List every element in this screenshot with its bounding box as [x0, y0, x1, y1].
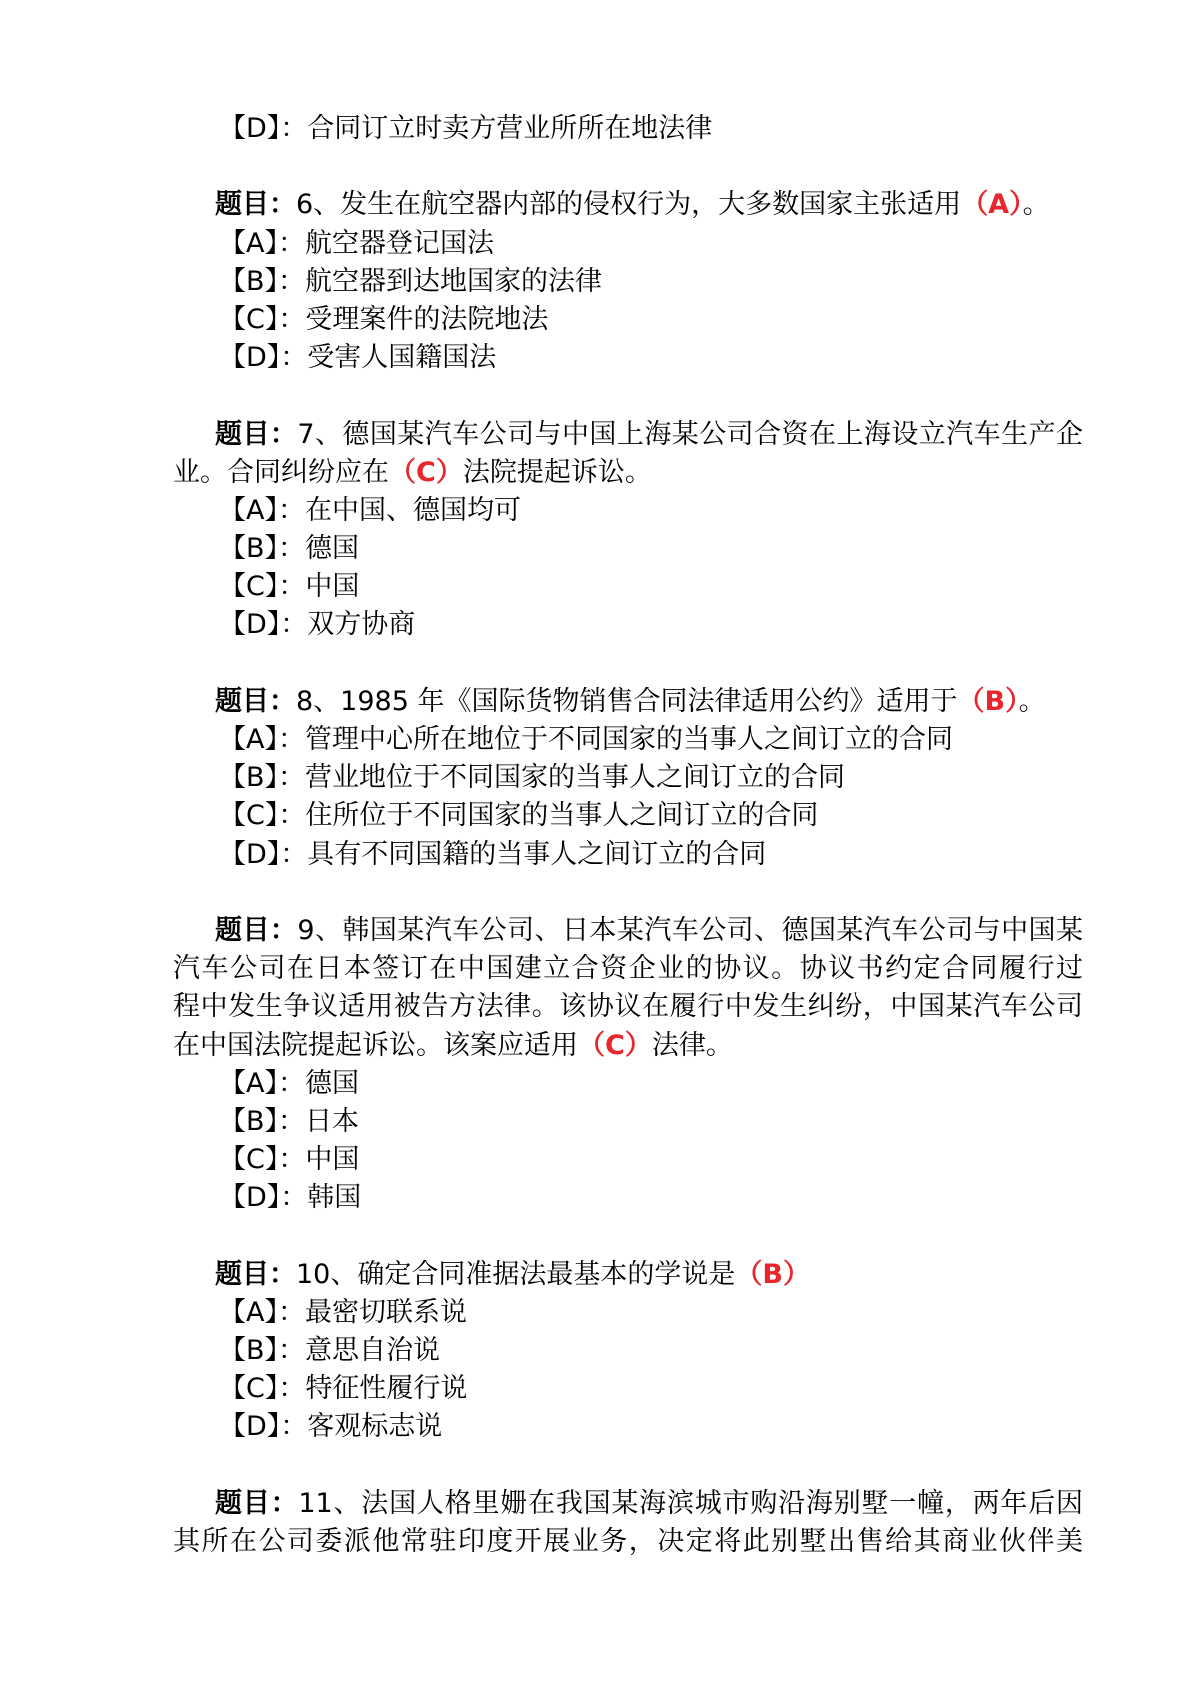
option-text: 住所位于不同国家的当事人之间订立的合同 [305, 800, 819, 832]
option-separator: ： [278, 1144, 306, 1176]
option-separator: ： [278, 800, 306, 832]
question-stem-continuation [173, 1523, 1083, 1561]
question-text: 6、发生在航空器内部的侵权行为，大多数国家主张适用 [296, 189, 962, 221]
option-key: 【D】 [219, 609, 281, 641]
option-line [173, 797, 1083, 835]
option-line [173, 339, 1083, 377]
option-text: 合同订立时卖方营业所所在地法律 [307, 113, 713, 144]
option-text: 客观标志说 [307, 1411, 443, 1443]
option-line [173, 301, 1083, 339]
option-text: 受害人国籍国法 [307, 342, 497, 374]
question-text: 程中发生争议适用被告方法律。该协议在履行中发生纠纷，中国某汽车公司 [173, 991, 1083, 1023]
option-line [173, 263, 1083, 301]
option-separator: ： [278, 265, 306, 297]
option-separator: ： [278, 762, 306, 794]
option-key: 【D】 [219, 1411, 281, 1443]
answer-marker: （A） [961, 189, 1023, 221]
option-text: 意思自治说 [305, 1335, 441, 1366]
option-key: 【C】 [219, 1373, 279, 1405]
option-key: 【A】 [219, 494, 278, 526]
blank-line [173, 377, 1083, 415]
option-text: 双方协商 [307, 609, 416, 641]
option-line [173, 721, 1083, 759]
option-line [173, 1065, 1083, 1103]
option-separator: ： [277, 1067, 305, 1099]
option-text: 日本 [305, 1105, 360, 1137]
option-key: 【C】 [219, 800, 279, 832]
option-key: 【B】 [219, 762, 279, 794]
question-stem-continuation [173, 988, 1083, 1026]
option-separator: ： [278, 1373, 306, 1405]
option-separator: ： [280, 838, 308, 870]
question-text: 业。合同纠纷应在 [173, 456, 389, 488]
option-line [173, 530, 1083, 568]
question-label: 题目： [215, 1258, 296, 1290]
option-separator: ： [278, 1105, 306, 1137]
question-text: 9、韩国某汽车公司、日本某汽车公司、德国某汽车公司与中国某 [297, 914, 1083, 946]
option-separator: ： [278, 533, 306, 565]
option-text: 德国 [304, 1067, 359, 1099]
question-label: 题目： [215, 685, 296, 717]
option-separator: ： [277, 724, 305, 755]
option-separator: ： [277, 1296, 305, 1328]
option-text: 韩国 [307, 1182, 362, 1214]
answer-marker: （B） [957, 685, 1019, 717]
question-label: 题目： [215, 914, 298, 946]
blank-line [173, 874, 1083, 912]
question-text-after: 。 [1018, 685, 1046, 717]
option-line [173, 110, 1083, 148]
option-separator: ： [280, 609, 308, 641]
option-text: 特征性履行说 [305, 1373, 468, 1405]
option-key: 【B】 [219, 265, 279, 297]
question-text: 8、1985 年《国际货物销售合同法律适用公约》适用于 [296, 685, 958, 717]
answer-marker: （C） [578, 1029, 652, 1061]
question-text-after: 。 [1022, 189, 1050, 221]
option-key: 【A】 [219, 227, 278, 259]
question-stem [173, 912, 1083, 950]
blank-line [173, 1217, 1083, 1255]
option-line [173, 225, 1083, 263]
question-label: 题目： [215, 1487, 299, 1519]
option-line [173, 1294, 1083, 1332]
option-separator: ： [278, 1335, 306, 1366]
option-line [173, 1103, 1083, 1141]
option-key: 【A】 [219, 1296, 278, 1328]
option-separator: ： [280, 113, 308, 144]
option-separator: ： [280, 1411, 308, 1443]
question-text: 7、德国某汽车公司与中国上海某公司合资在上海设立汽车生产企 [297, 418, 1083, 450]
question-text: 11、法国人格里姗在我国某海滨城市购沿海别墅一幢，两年后因 [298, 1487, 1084, 1519]
option-separator: ： [278, 571, 306, 603]
option-separator: ： [278, 303, 306, 335]
option-line [173, 1141, 1083, 1179]
option-text: 中国 [305, 1144, 360, 1176]
option-key: 【D】 [219, 113, 281, 144]
option-text: 航空器登记国法 [304, 227, 494, 259]
option-key: 【D】 [219, 342, 281, 374]
option-key: 【B】 [219, 1105, 279, 1137]
question-label: 题目： [215, 418, 298, 450]
option-key: 【A】 [219, 724, 278, 755]
option-line [173, 836, 1083, 874]
question-stem-continuation [173, 1027, 1083, 1065]
document-page [173, 110, 1083, 1561]
option-line [173, 568, 1083, 606]
option-key: 【C】 [219, 1144, 279, 1176]
blank-line [173, 148, 1083, 186]
option-text: 航空器到达地国家的法律 [305, 265, 603, 297]
question-stem [173, 1256, 1083, 1294]
question-text-after: 法院提起诉讼。 [462, 456, 652, 488]
option-key: 【D】 [219, 838, 281, 870]
question-stem [173, 683, 1083, 721]
option-line [173, 492, 1083, 530]
option-line [173, 1408, 1083, 1446]
question-stem-continuation [173, 454, 1083, 492]
option-text: 中国 [305, 571, 360, 603]
option-key: 【B】 [219, 1335, 279, 1366]
option-text: 在中国、德国均可 [304, 494, 521, 526]
option-separator: ： [277, 227, 305, 259]
question-text: 10、确定合同准据法最基本的学说是 [296, 1258, 736, 1290]
question-text: 其所在公司委派他常驻印度开展业务，决定将此别墅出售给其商业伙伴美 [173, 1525, 1083, 1557]
option-line [173, 1332, 1083, 1370]
option-separator: ： [277, 494, 305, 526]
option-key: 【C】 [219, 571, 279, 603]
option-text: 受理案件的法院地法 [305, 303, 549, 335]
question-label: 题目： [215, 189, 296, 221]
blank-line [173, 645, 1083, 683]
question-text-after: 法律。 [651, 1029, 733, 1061]
option-text: 管理中心所在地位于不同国家的当事人之间订立的合同 [304, 724, 953, 755]
question-stem [173, 1485, 1083, 1523]
question-stem [173, 186, 1083, 224]
option-key: 【B】 [219, 533, 279, 565]
question-text: 汽车公司在日本签订在中国建立合资企业的协议。协议书约定合同履行过 [173, 953, 1083, 985]
option-text: 德国 [305, 533, 360, 565]
option-text: 最密切联系说 [304, 1296, 467, 1328]
option-line [173, 759, 1083, 797]
option-key: 【C】 [219, 303, 279, 335]
option-line [173, 606, 1083, 644]
answer-marker: （B） [735, 1258, 810, 1290]
option-separator: ： [280, 1182, 308, 1214]
answer-marker: （C） [389, 456, 463, 488]
option-line [173, 1370, 1083, 1408]
option-text: 营业地位于不同国家的当事人之间订立的合同 [305, 762, 846, 794]
question-stem-continuation [173, 950, 1083, 988]
question-text: 在中国法院提起诉讼。该案应适用 [173, 1029, 578, 1061]
option-line [173, 1179, 1083, 1217]
option-key: 【A】 [219, 1067, 278, 1099]
option-key: 【D】 [219, 1182, 281, 1214]
blank-line [173, 1447, 1083, 1485]
option-separator: ： [280, 342, 308, 374]
option-text: 具有不同国籍的当事人之间订立的合同 [307, 838, 767, 870]
question-stem [173, 416, 1083, 454]
